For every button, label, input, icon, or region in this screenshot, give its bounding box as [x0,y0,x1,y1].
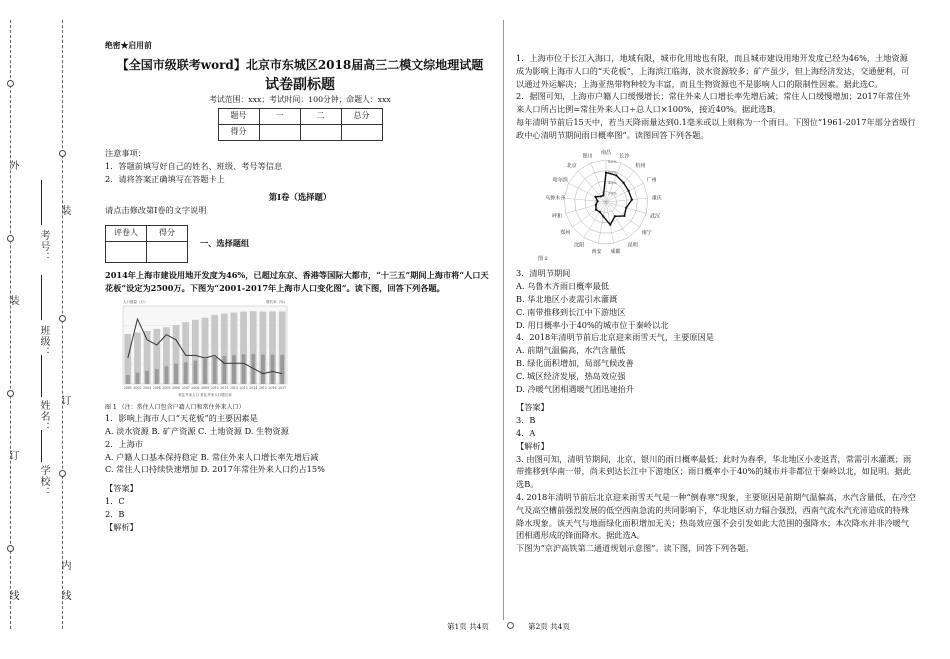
legend: 常住外来人口 常住外来人口增长率 [178,393,232,398]
x-tick-label: 2015 [258,386,267,391]
radar-category-label: 广州 [646,177,657,184]
radar-point [615,174,617,176]
radar-category-label: 重庆 [651,194,662,201]
binding-hole [59,315,66,322]
rain-probability-radar [534,144,682,262]
migrant-population-bar [203,359,207,384]
radar-category-label: 北京 [566,162,577,169]
score-header-cell: 题号 [218,109,259,125]
migrant-population-bar [145,371,149,384]
question-stem-2: 每年清明节前后15天中，若当天降雨量达到0.1毫米或以上则称为一个雨日。下图位“1961-2017年部分省级行政中心清明节期间雨日概率图”。读图回答下列各题。 [516,116,916,140]
radar-point [594,195,596,197]
grader-label: 得分 [147,225,188,241]
left-column [105,40,495,533]
question-4: 4．2018年清明节前后北京迎来雨雪天气，主要原因是 [516,332,714,343]
answer-3: 3．B [516,415,536,426]
analysis-label: 【解析】 [516,440,549,451]
x-tick-label: 2011 [220,386,229,391]
analysis-2: 2．据图可知，上海市户籍人口缓慢增长；常住外来人口增长率先增后减；常住人口缓慢增加；2017年常住外来人口所占比例=常住外来人口÷总人口×100%，接近40%。据此选B。 [516,91,911,115]
y-axis-label: 人口数量（万） [123,300,148,305]
question-2-options: C. 常住人口持续快速增加 D. 2017年常住外来人口约占15% [105,464,325,475]
radar-category-label: 南昌 [600,149,612,156]
x-tick-label: 2007 [181,386,190,391]
notice-title: 注意事项： [105,147,146,158]
answer-label: 【答案】 [516,402,549,413]
radar-point [597,200,599,202]
question-stem: 2014年上海市建设用地开发度为46%，已超过东京、香港等国际大都市，“十三五”期间上海市将“人口天花板”设定为2500万。下图为“2001-2017年上海市人口变化图”。读下图，回答下列各题。 [105,269,489,293]
migrant-population-bar [164,367,168,385]
x-tick-label: 2005 [162,386,171,391]
outer-label-zhuang: 装 [7,295,18,306]
radar-point [599,210,601,212]
answer-1: 1．C [105,495,125,506]
score-row-label: 得分 [218,125,259,141]
migrant-population-bar [193,361,197,384]
radar-point [614,215,616,217]
exam-no-blank[interactable] [41,180,42,225]
migrant-population-bar [126,375,130,384]
outer-dashed-line [10,20,11,629]
right-column [516,52,916,555]
radar-tick-label: 20% [608,190,617,196]
migrant-population-bar [242,355,246,385]
radar-category-label: 哈尔滨 [552,177,568,184]
radar-point [627,189,629,191]
exam-subtitle: 试卷副标题 [265,76,335,93]
migrant-population-bar [222,356,226,384]
radar-category-label: 杭州 [635,162,646,169]
answer-4: 4．A [516,427,536,438]
option: A. 前期气温偏高，水汽含量低 [516,345,626,356]
x-tick-label: 2004 [152,386,161,391]
inner-label-xian: 线 [59,590,70,601]
score-table [218,108,383,141]
radar-point [605,171,607,173]
option: C. 城区经济发展，热岛效应强 [516,370,626,381]
x-tick-label: 2008 [191,386,200,391]
radar-tick-label: 40% [608,179,617,185]
score-cell[interactable] [259,125,300,141]
question-stem-3: 下图为“京沪高铁第二通道规划示意图”。读下图，回答下列各题。 [516,543,754,554]
secret-mark: 绝密★启用前 [105,41,152,50]
x-tick-label: 2017 [278,386,287,391]
radar-point [609,223,611,225]
radar-category-label: 郑州 [560,229,571,236]
question-2-options: A. 户籍人口基本保持稳定 B. 常住外来人口增长率先增后减 [105,451,319,462]
radar-tick-label: 60% [608,169,617,175]
grader-label: 评卷人 [106,225,147,241]
grader-cell[interactable] [147,241,188,262]
binding-margin [0,0,92,659]
radar-point [631,198,633,200]
notice-item: 1．答题前填写好自己的姓名、班级、考号等信息 [105,160,283,171]
option: B. 华北地区小麦需引水灌溉 [516,293,618,304]
section-hint: 请点击修改第I卷的文字说明 [105,205,207,216]
radar-point [595,203,597,205]
migrant-population-bar [280,355,284,384]
binding-hole [7,80,14,87]
option: D. 冷暖气团相遇暖气团迅速抬升 [516,383,634,394]
x-tick-label: 2002 [133,386,142,391]
radar-spoke [606,171,634,202]
x-tick-label: 2014 [249,386,258,391]
migrant-population-bar [213,357,217,384]
option: B. 绿化面积增加，局部气候改善 [516,357,634,368]
chart-caption: 图 1 （注：常住人口包含户籍人口和常住外来人口） [105,404,245,412]
option: D. 用日概率小于40%的城市位于秦岭以北 [516,319,669,330]
radar-category-label: 昆明 [627,242,638,249]
option: A. 乌鲁木齐雨日概率最低 [516,281,609,292]
question-1: 1．影响上海市人口“天花板”的主要因素是 [105,413,258,424]
radar-point [623,214,625,216]
grader-cell[interactable] [106,241,147,262]
part-title: 一、选择题组 [200,238,250,249]
exam-title: 【全国市级联考word】北京市东城区2018届高三二模文综地理试题 [116,57,484,72]
radar-point [622,181,624,183]
radar-category-label: 成都 [610,248,621,255]
score-cell[interactable] [300,125,341,141]
x-tick-label: 2016 [268,386,277,391]
question-3: 3．清明节期间 [516,268,571,279]
score-header-cell: 一 [259,109,300,125]
radar-category-label: 西安 [591,248,602,255]
x-tick-label: 2013 [239,386,248,391]
radar-category-label: 呼和 [551,213,562,220]
population-chart [105,296,305,402]
option: C. 南带推移到长江中下游地区 [516,306,626,317]
x-tick-label: 2012 [229,386,239,391]
migrant-population-bar [271,355,275,384]
binding-hole [59,150,66,157]
analysis-1: 1．上海市位于长江入海口，地域有限，城市化用地也有限，而且城市建设用地开发度已经为46%，土地资源成为影响上海市人口的“天花板”，上海滨江临海，淡水资源较多；矿产虽少，但上海经济发达，交通便利，可以通过外运解决；上海亚热带物种较为丰富，而且生物资源也不是影响人口的限制性因素。据此选C。 [516,53,910,89]
analysis-4: 4. 2018年清明节前后北京迎来雨雪天气是一种“倒春寒”现象，主要原因是前期气温偏高，水汽含量低，在冷空气及高空槽前强烈发展的低空西南急流的共同影响下，华北地区动力辐合强烈，西南气流水汽充沛造成的特殊降水现象。该天气与地面绿化面积增加无关；热岛效应强不会引发如此大范围的强降水；本次降水并非冷暖气团相遇形成的锋面降水。据此选A。 [516,491,916,541]
radar-category-label: 武汉 [650,213,661,220]
radar-category-label: 乌鲁木齐 [545,194,566,201]
answer-2: 2．B [105,508,125,519]
x-tick-label: 2009 [200,386,210,391]
name-blank[interactable] [41,355,42,397]
class-label: 班级： [38,325,49,358]
exam-no-label: 考号： [38,230,49,263]
inner-label-nei: 内 [59,560,70,571]
class-blank[interactable] [41,275,42,320]
answer-label: 【答案】 [105,483,138,494]
migrant-population-bar [155,369,159,384]
school-blank[interactable] [41,430,42,462]
migrant-population-bar [184,363,188,385]
inner-label-ding: 订 [59,395,70,406]
x-tick-label: 2010 [210,386,219,391]
analysis-3: 3. 由图可知，清明节期间，北京、银川的雨日概率最低；此时为春季，华北地区小麦返青，常需引水灌溉；雨带推移到华南一带，尚未到达长江中下游地区；雨日概率小于40%的城市并非都位于秦岭以北，如昆明。据此选B。 [516,453,912,490]
x-tick-label: 2006 [171,386,181,391]
score-cell[interactable] [341,125,382,141]
radar-point [595,208,597,210]
question-2: 2．上海市 [105,438,143,449]
inner-dashed-line [62,20,63,629]
radar-spoke [578,171,606,202]
outer-label-ding: 订 [7,450,18,461]
binding-hole [7,545,14,552]
outer-label-wai: 外 [7,160,18,171]
footer-page-left: 第1页 共4页 [447,622,489,631]
y2-axis-label: 增长率（%） [266,300,287,305]
name-label: 姓名： [38,400,49,433]
footer-circle [507,622,514,629]
radar-caption: 图 2 [538,255,548,262]
radar-category-label: 银川 [582,152,593,159]
migrant-population-bar [261,355,265,384]
binding-hole [7,390,14,397]
footer-page-right: 第2页 共4页 [528,622,570,631]
x-tick-label: 2001 [123,386,132,391]
grader-table [105,225,188,263]
radar-point [625,206,627,208]
migrant-population-bar [136,373,140,384]
analysis-label: 【解析】 [105,521,138,532]
radar-tick-label: 80% [608,158,617,164]
radar-point [600,195,602,197]
question-1-options: A. 淡水资源 B. 矿产资源 C. 土地资源 D. 生物资源 [105,425,289,436]
radar-category-label: 南宁 [641,229,652,236]
radar-point [602,215,604,217]
migrant-population-bar [232,356,236,385]
score-header-cell: 总分 [341,109,382,125]
inner-label-zhuang: 装 [59,205,70,216]
column-separator [503,20,504,620]
radar-category-label: 沈阳 [574,242,585,249]
school-label: 学校： [38,465,49,498]
exam-info: 考试范围：xxx；考试时间：100分钟；命题人：xxx [209,94,391,104]
binding-hole [59,470,66,477]
section-title: 第I卷（选择题） [268,192,332,203]
x-tick-label: 2003 [143,386,152,391]
notice-item: 2．请将答案正确填写在答题卡上 [105,173,225,184]
migrant-population-bar [174,364,178,384]
score-header-cell: 二 [300,109,341,125]
radar-point [602,194,604,196]
binding-hole [7,235,14,242]
outer-label-xian: 线 [7,590,18,601]
radar-category-label: 长沙 [619,152,630,159]
